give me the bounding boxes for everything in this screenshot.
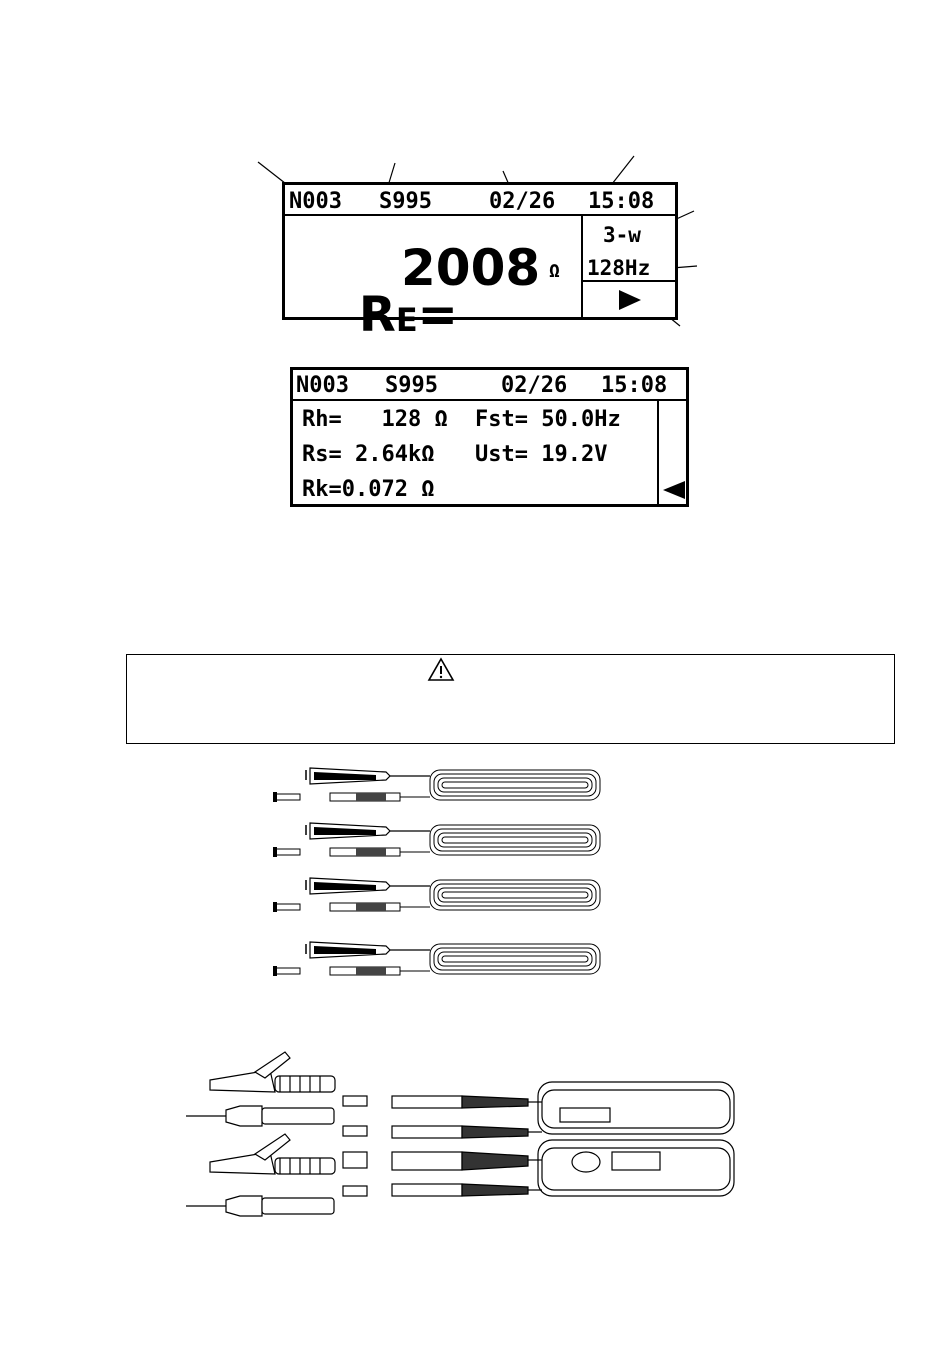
record-number: N003: [296, 373, 349, 398]
label-equals: =: [417, 287, 458, 343]
rs-readout: Rs= 2.64kΩ: [302, 442, 435, 467]
site-number: S995: [379, 189, 432, 214]
record-number: N003: [289, 189, 342, 214]
wire-mode: 3-w: [603, 223, 641, 247]
measurement-unit: Ω: [549, 261, 560, 282]
rk-readout: Rk=0.072 Ω: [302, 477, 435, 502]
date-readout: 02/26: [501, 373, 568, 398]
label-e-subscript: E: [395, 301, 418, 339]
ust-readout: Ust= 19.2V: [475, 442, 608, 467]
time-readout: 15:08: [588, 189, 655, 214]
date-readout: 02/26: [489, 189, 556, 214]
time-readout: 15:08: [601, 373, 668, 398]
rh-readout: Rh= 128 Ω: [302, 407, 448, 432]
fst-readout: Fst= 50.0Hz: [475, 407, 621, 432]
label-r: R: [358, 287, 396, 343]
site-number: S995: [385, 373, 438, 398]
test-frequency: 128Hz: [587, 256, 651, 280]
measurement-value: 2008: [401, 239, 541, 297]
